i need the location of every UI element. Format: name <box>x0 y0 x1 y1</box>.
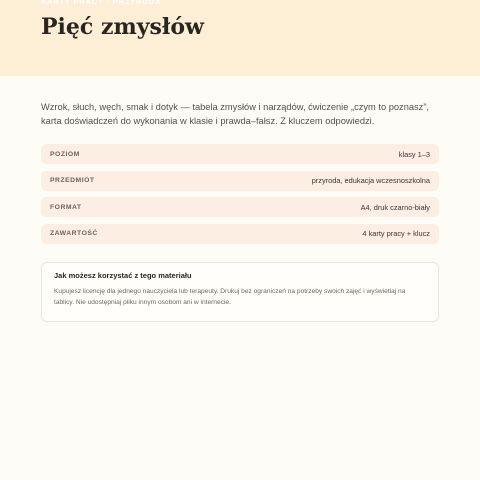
details-row-contents <box>41 224 439 244</box>
details-row-subject <box>41 171 439 191</box>
details-label: PRZEDMIOT <box>50 177 95 184</box>
license-text: Kupujesz licencję dla jednego nauczyciela lub terapeuty. Drukuj bez ograniczeń na potrzeby swoich zajęć i wyświetlaj na tablicy. Nie udostępniaj pliku innym osobom ani w internecie. <box>54 288 406 306</box>
details-list <box>41 144 439 250</box>
details-label: FORMAT <box>50 203 82 211</box>
details-label: ZAWARTOŚĆ <box>50 230 98 237</box>
category-eyebrow: KARTY PRACY · PRZYRODA <box>41 0 162 6</box>
details-value: A4, druk czarno-biały <box>360 202 430 212</box>
page-title: Pięć zmysłów <box>41 14 204 40</box>
details-value: 4 karty pracy + klucz <box>362 229 430 238</box>
details-value: przyroda, edukacja wczesnoszkolna <box>311 176 430 185</box>
details-row-level <box>41 144 439 164</box>
license-title: Jak możesz korzystać z tego materiału <box>54 271 192 280</box>
details-value: klasy 1–3 <box>398 149 430 159</box>
page-header <box>0 0 480 76</box>
details-label: POZIOM <box>50 150 80 158</box>
details-row-format <box>41 197 439 217</box>
license-box <box>41 262 439 322</box>
product-description: Wzrok, słuch, węch, smak i dotyk — tabela zmysłów i narządów, ćwiczenie „czym to poznasz”, karta doświadczeń do wykonania w klasie i prawda–fałsz. Z kluczem odpowiedzi. <box>41 102 430 126</box>
